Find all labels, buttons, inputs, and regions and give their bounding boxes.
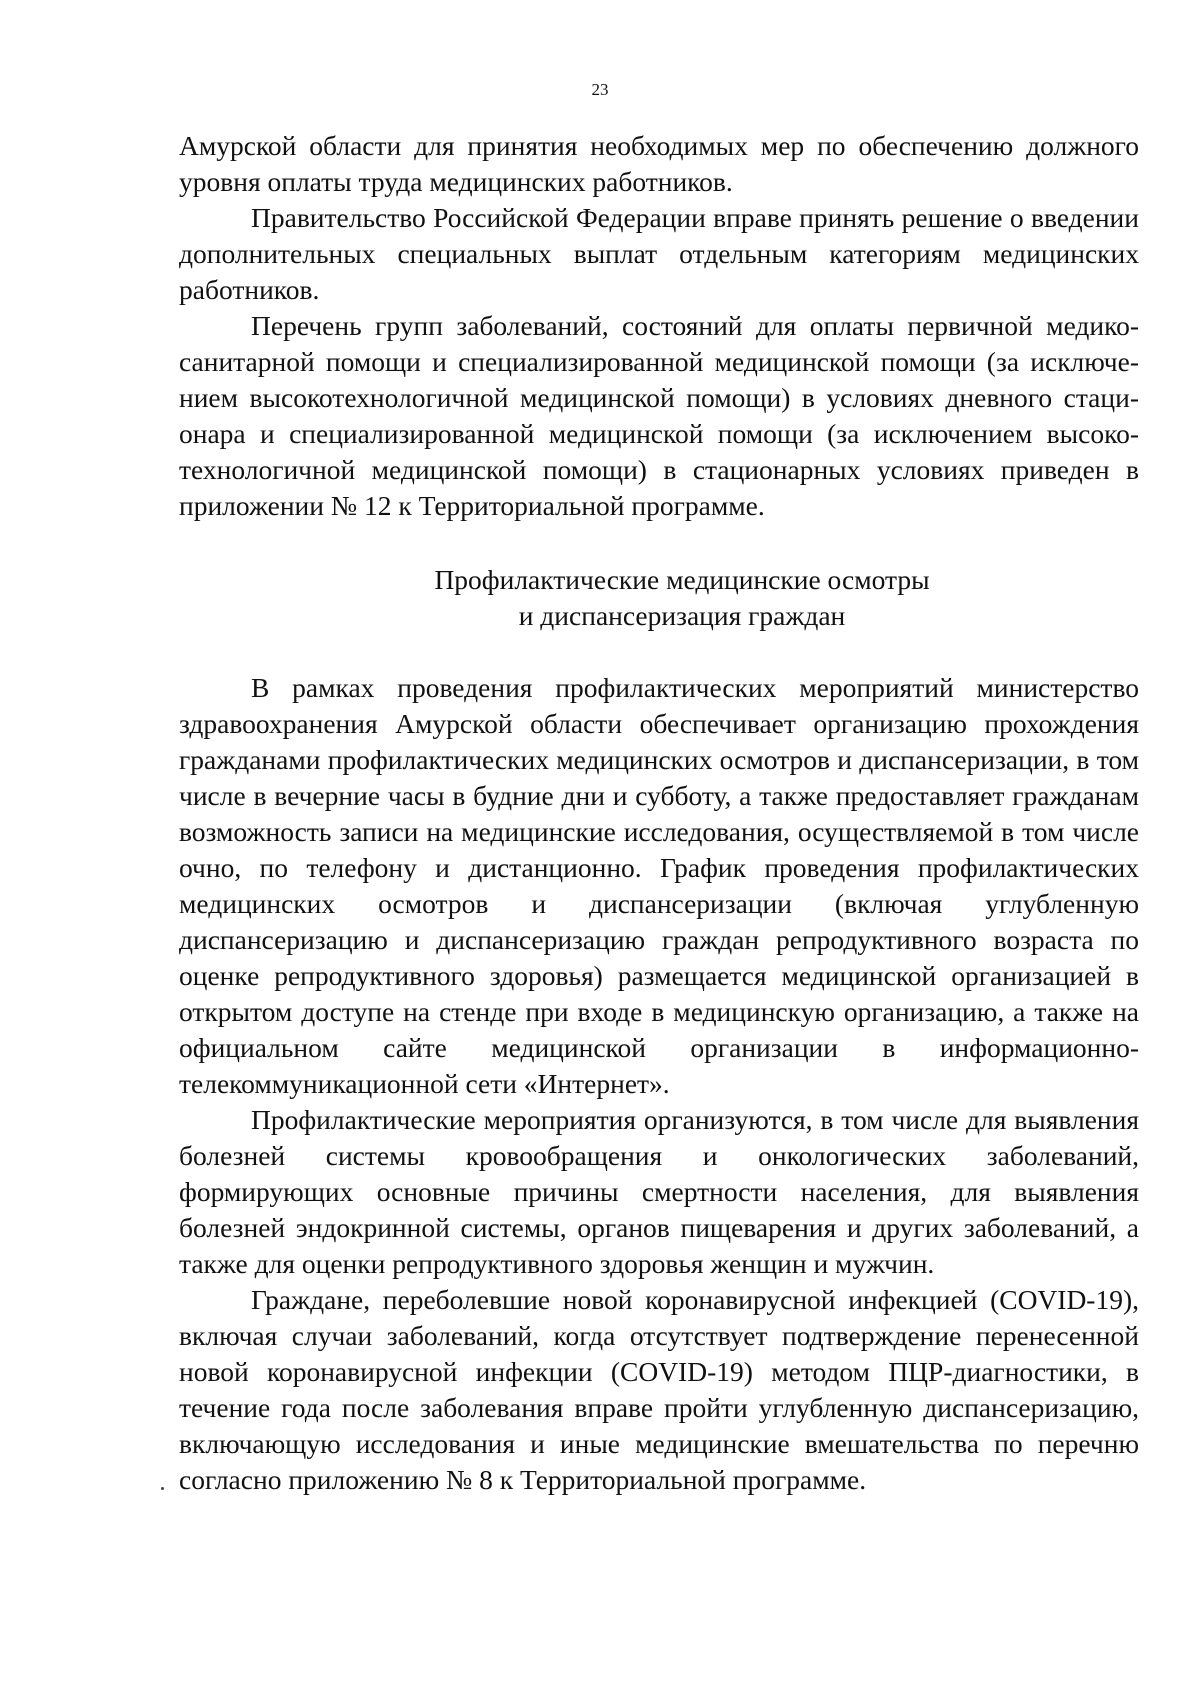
paragraph-covid-citizens: Граждане, переболевшие новой коронавирусной инфекцией (COVID-19), включая случаи заболеваний, когда отсутствует подтверждение перенесенной новой коронавирусной инфекции (COVID-19) методом ПЦР-диагностики, в течение года после заболевания вправе пройти углубленную диспансеризацию, включающую исследования и иные медицинские вмешательства по перечню согласно приложению № 8 к Территориальной программе. (179, 1284, 1139, 1495)
section-heading (179, 562, 1139, 634)
paragraph-government-payments: Правительство Российской Федерации вправе принять решение о введении дополнительных специальных выплат отдельным категориям медицинских работников. (179, 202, 1139, 305)
section-heading-line-1: Профилактические медицинские осмотры (434, 564, 930, 595)
document-body (179, 128, 1139, 1498)
paragraph-continuation: Амурской области для принятия необходимых мер по обеспечению должного уровня оплаты труда медицинских работников. (179, 130, 1139, 197)
paragraph-disease-groups: Перечень групп заболеваний, состояний для оплаты первичной медико-санитарной помощи и специализированной медицинской помощи (за исключением высокотехнологичной медицинской помощи) в условиях дневного стационара и специализированной медицинской помощи (за исключением высокотехнологичной медицинской помощи) в стационарных условиях приведен в приложении № 12 к Территориальной программе. (179, 310, 1139, 521)
scan-speck (161, 1487, 164, 1490)
page-number: 23 (591, 80, 609, 99)
paragraph-preventive-organized: Профилактические мероприятия организуются, в том числе для выявления болезней системы кровообращения и онкологических заболеваний, формирующих основные причины смертности населения, для выявления болезней эндокринной системы, органов пищеварения и других заболеваний, а также для оценки репродуктивного здоровья женщин и мужчин. (179, 1104, 1139, 1279)
paragraph-preventive-measures: В рамках проведения профилактических мероприятий министерство здравоохранения Амурской области обеспечивает организацию прохождения гражданами профилактических медицинских осмотров и диспансеризации, в том числе в вечерние часы в будние дни и субботу, а также предоставляет гражданам возможность записи на медицинские исследования, осуществляемой в том числе очно, по телефону и дистанционно. График проведения профилактических медицинских осмотров и диспансеризации (включая углубленную диспансеризацию и диспансеризацию граждан репродуктивного возраста по оценке репродуктивного здоровья) размещается медицинской организацией в открытом доступе на стенде при входе в медицинскую организацию, а также на официальном сайте медицинской организации в информационно-телекоммуникационной сети «Интернет». (179, 672, 1139, 1099)
section-heading-line-2: и диспансеризация граждан (518, 600, 846, 631)
